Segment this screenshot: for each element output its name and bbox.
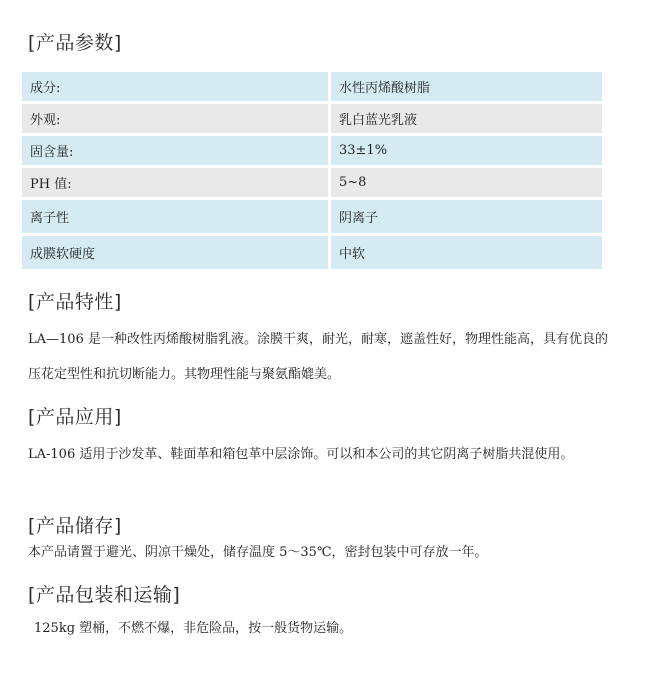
param-value: 33±1% [331,136,602,165]
params-heading: [产品参数] [28,32,122,54]
application-heading: [产品应用] [28,406,122,428]
storage-text: 本产品请置于避光、阴凉干燥处，储存温度 5～35℃，密封包装中可存放一年。 [28,545,488,560]
table-row [22,200,602,233]
param-label: 固含量: [22,136,331,165]
param-value: 阴离子 [331,200,602,233]
param-value: 中软 [331,236,602,269]
param-value: 水性丙烯酸树脂 [331,72,602,101]
param-label: 离子性 [22,200,331,233]
table-row [22,236,602,269]
param-label: 成分: [22,72,331,101]
storage-heading: [产品储存] [28,515,122,537]
table-row [22,168,602,197]
shipping-text: 125kg 塑桶，不燃不爆，非危险品，按一般货物运输。 [34,621,353,636]
param-value: 乳白蓝光乳液 [331,104,602,133]
table-row [22,72,602,101]
shipping-heading: [产品包装和运输] [28,584,181,606]
table-row [22,104,602,133]
param-label: 外观: [22,104,331,133]
features-heading: [产品特性] [28,291,122,313]
param-label: 成膜软硬度 [22,236,331,269]
param-label: PH 值: [22,168,331,197]
features-text: LA—106 是一种改性丙烯酸树脂乳液。涂膜干爽，耐光，耐寒，遮盖性好，物理性能高，具有优良的压花定型性和抗切断能力。其物理性能与聚氨酯媲美。 [28,332,608,382]
param-value: 5~8 [331,168,602,197]
table-row [22,136,602,165]
params-table [22,69,602,272]
application-text: LA-106 适用于沙发革、鞋面革和箱包革中层涂饰。可以和本公司的其它阴离子树脂共混使用。 [28,447,574,462]
